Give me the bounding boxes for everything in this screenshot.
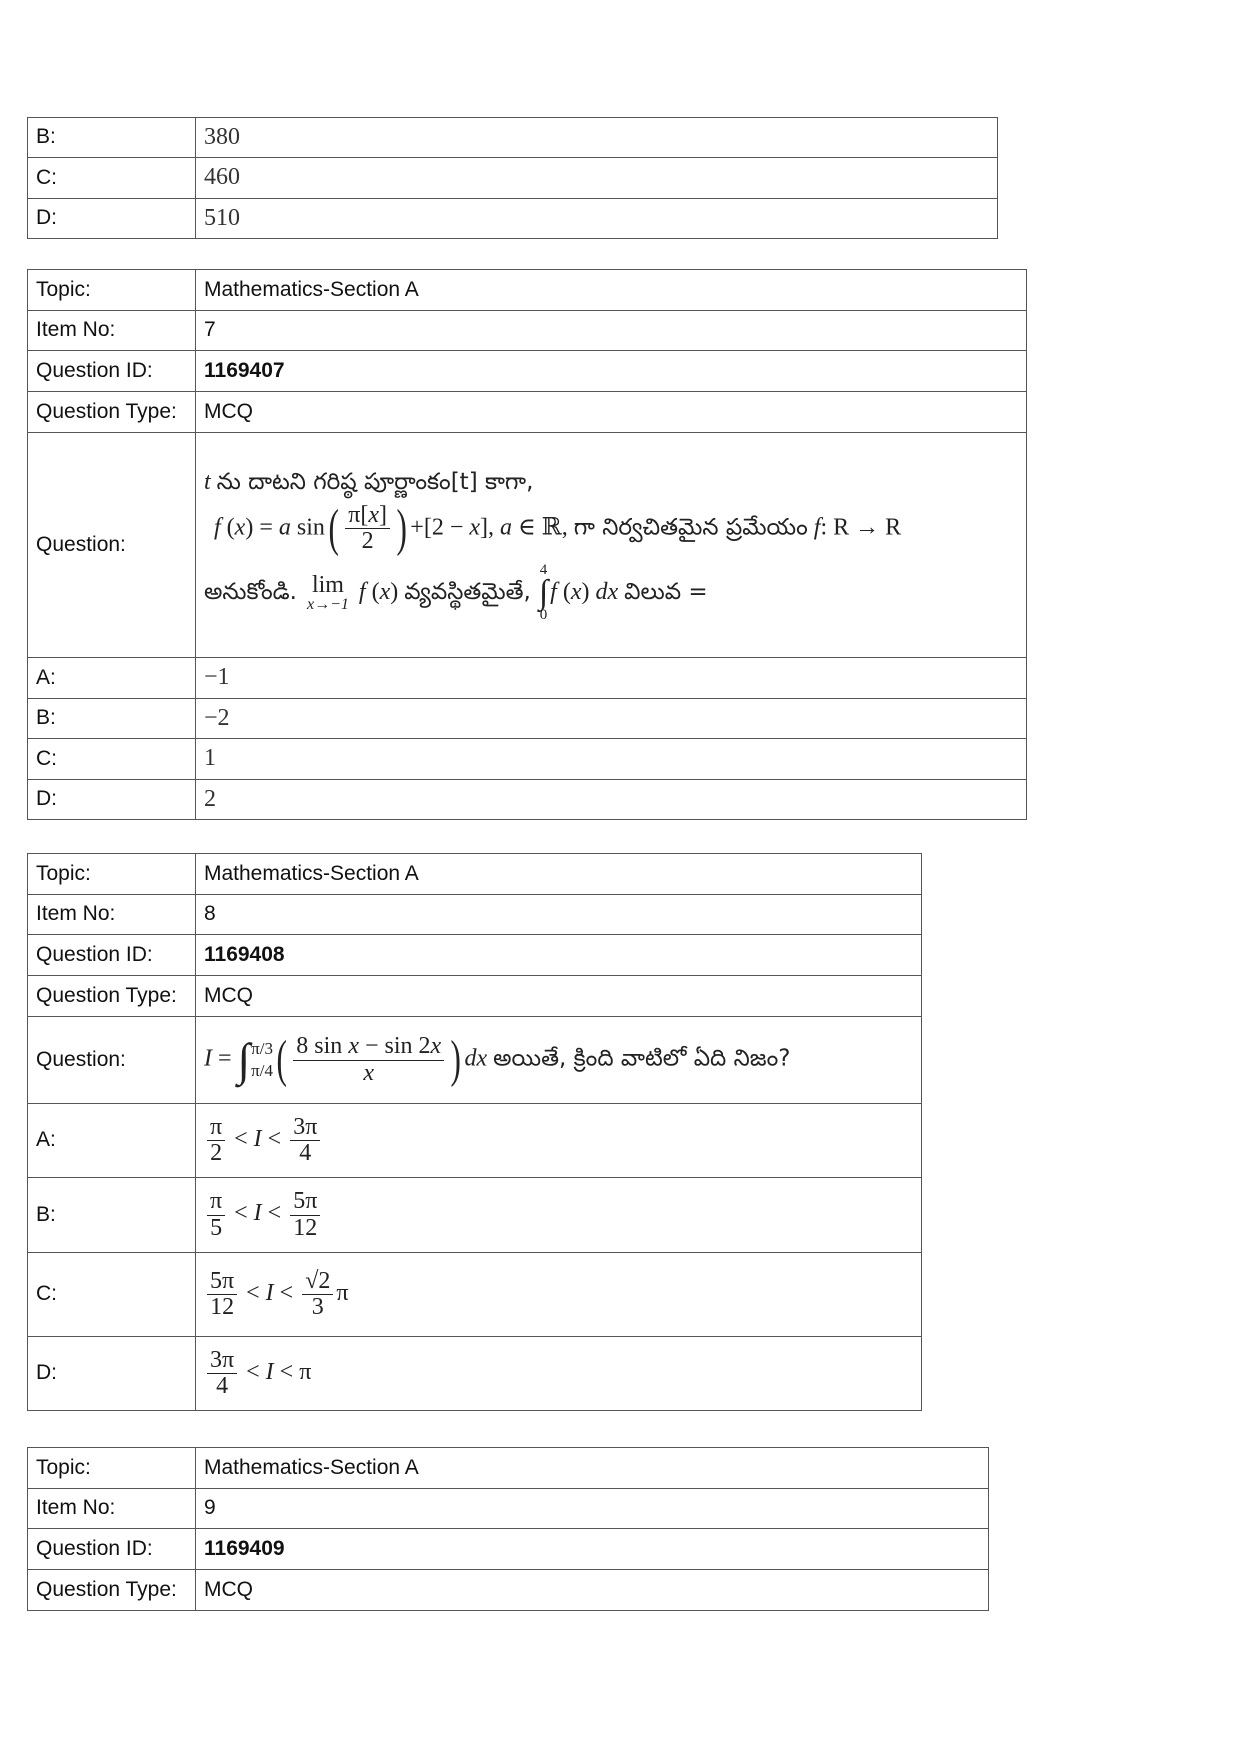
option-b-value: −2 [196,699,1027,739]
option-a-value: $\frac{\pi}{2}$ < I < $\frac{3\pi}{4}$ [196,1104,922,1178]
topic-row [28,1448,989,1489]
option-row [28,780,1027,820]
q7-function-definition: f (x) = a sin( $\frac{\pi[x]}{2}$ ) +[2 − x], a ∈ ℝ, గా నిర్వచితమైన ప్రమేయం f: R → R [214,499,902,557]
option-row [28,1178,922,1253]
q7-text-line3c: విలువ = [624,578,708,605]
q8-integral-expression: I = ∫ π/3 π/4 ( $\frac{\text{8 sin x − sin 2x}}{x}$ ) dx అయితే, క్రింది వాటిలో ఏది నిజం? [204,1031,791,1088]
question-8-table [27,853,922,1411]
question-type-row [28,1570,989,1611]
question-label: Question: [28,1017,196,1104]
question-row [28,433,1027,658]
question-type-value: MCQ [196,392,1027,433]
question-row [28,1017,922,1104]
q7-text-line3b: వ్యవస్థితమైతే, [404,578,531,605]
question-id-label: Question ID: [28,935,196,976]
topic-row [28,270,1027,311]
question-id-value: 1169409 [196,1529,989,1570]
q7-text-line3a: అనుకోండి. [204,578,297,605]
option-row [28,699,1027,739]
question-7-table [27,269,1027,820]
item-no-value: 9 [196,1489,989,1529]
option-row [28,658,1027,699]
option-label: C: [28,158,196,199]
question-id-label: Question ID: [28,351,196,392]
option-row [28,158,998,199]
option-d-value: $\frac{3\pi}{4}$ < I < π [196,1337,922,1411]
option-b-label: B: [28,699,196,739]
topic-value: Mathematics-Section A [196,270,1027,311]
question-type-value: MCQ [196,976,922,1017]
question-id-row [28,351,1027,392]
question-label: Question: [28,433,196,658]
option-a-value: −1 [196,658,1027,699]
item-no-row [28,895,922,935]
option-d-value: 2 [196,780,1027,820]
option-row [28,1104,922,1178]
item-no-row [28,1489,989,1529]
question-id-value: 1169408 [196,935,922,976]
option-d-label: D: [28,780,196,820]
option-value: 380 [196,118,998,158]
question-type-row [28,392,1027,433]
option-b-label: B: [28,1178,196,1253]
q7-text-line2: గా నిర్వచితమైన ప్రమేయం [573,514,808,541]
option-row [28,1337,922,1411]
question-body: t ను దాటని గరిష్ఠ పూర్ణాంకం[t] కాగా, f (x) = a sin( $\frac{\pi[x]}{2}$ ) +[2 − x], a ∈ ℝ, గా నిర్వచితమైన ప్రమేయం f: R → R అనుకోండి. lim x→−1 f (x) వ్యవస్థితమైతే, 4 ∫ 0 f (x) dx విలువ = [196,433,1027,658]
option-c-label: C: [28,1253,196,1337]
option-a-label: A: [28,1104,196,1178]
option-row [28,1253,922,1337]
option-a-label: A: [28,658,196,699]
item-no-value: 8 [196,895,922,935]
question-id-row [28,935,922,976]
question-type-value: MCQ [196,1570,989,1611]
topic-label: Topic: [28,1448,196,1489]
question-type-label: Question Type: [28,1570,196,1611]
option-b-value: $\frac{\pi}{5}$ < I < $\frac{5\pi}{12}$ [196,1178,922,1253]
item-no-label: Item No: [28,1489,196,1529]
item-no-label: Item No: [28,311,196,351]
option-c-label: C: [28,739,196,780]
question-body [196,1017,922,1104]
prev-question-options-table [27,117,998,239]
question-id-row [28,1529,989,1570]
question-type-label: Question Type: [28,976,196,1017]
question-id-label: Question ID: [28,1529,196,1570]
option-row [28,739,1027,780]
option-label: B: [28,118,196,158]
option-value: 460 [196,158,998,199]
topic-label: Topic: [28,854,196,895]
option-label: D: [28,199,196,239]
item-no-value: 7 [196,311,1027,351]
question-type-row [28,976,922,1017]
topic-value: Mathematics-Section A [196,1448,989,1489]
topic-label: Topic: [28,270,196,311]
option-row [28,118,998,158]
item-no-label: Item No: [28,895,196,935]
question-9-table [27,1447,989,1611]
topic-row [28,854,922,895]
question-type-label: Question Type: [28,392,196,433]
item-no-row [28,311,1027,351]
option-c-value: 1 [196,739,1027,780]
q8-text-tail: అయితే, క్రింది వాటిలో ఏది నిజం? [493,1045,791,1072]
question-id-value: 1169407 [196,351,1027,392]
option-d-label: D: [28,1337,196,1411]
q7-text-line1: ను దాటని గరిష్ఠ పూర్ణాంకం[t] కాగా, [216,468,534,495]
option-c-value: $\frac{5\pi}{12}$ < I < $\frac{√2}{3}$ π [196,1253,922,1337]
option-row [28,199,998,239]
option-value: 510 [196,199,998,239]
topic-value: Mathematics-Section A [196,854,922,895]
q7-limit-integral: అనుకోండి. lim x→−1 f (x) వ్యవస్థితమైతే, 4 ∫ 0 f (x) dx విలువ = [204,561,708,624]
